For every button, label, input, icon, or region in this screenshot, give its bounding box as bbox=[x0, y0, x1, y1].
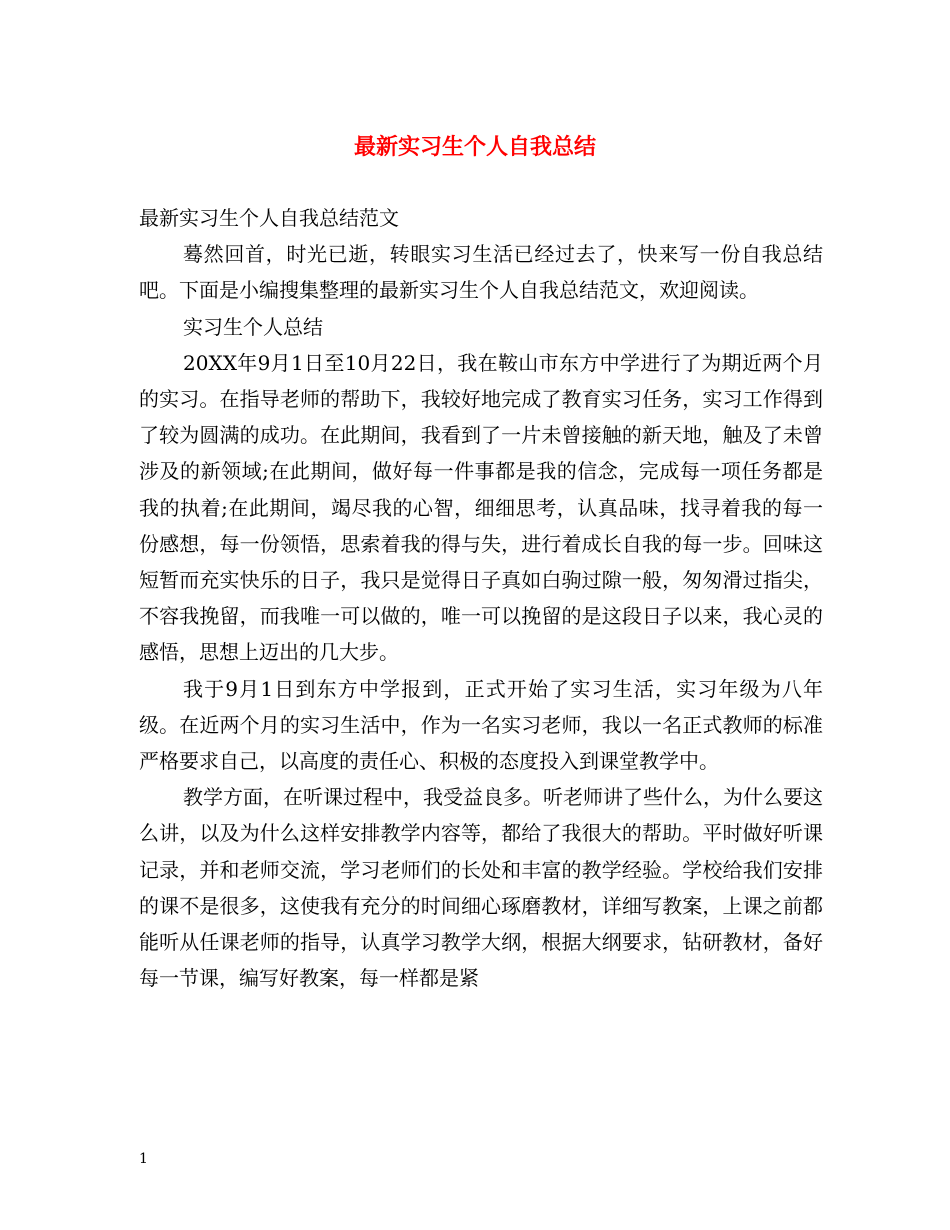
paragraph-intro: 蓦然回首，时光已逝，转眼实习生活已经过去了，快来写一份自我总结吧。下面是小编搜集整理的最新实习生个人自我总结范文，欢迎阅读。 bbox=[139, 242, 823, 303]
document-title: 最新实习生个人自我总结 bbox=[353, 134, 596, 160]
page-number: 1 bbox=[139, 1151, 148, 1167]
paragraph-internship-overview: 20XX年9月1日至10月22日，我在鞍山市东方中学进行了为期近两个月的实习。在指导老师的帮助下，我较好地完成了教育实习任务，实习工作得到了较为圆满的成功。在此期间，我看到了一片未曾接触的新天地，触及了未曾涉及的新领域;在此期间，做好每一件事都是我的信念，完成每一项任务都是我的执着;在此期间，竭尽我的心智，细细思考，认真品味，找寻着我的每一份感想，每一份领悟，思索着我的得与失，进行着成长自我的每一步。回味这短暂而充实快乐的日子，我只是觉得日子真如白驹过隙一般，匆匆滑过指尖，不容我挽留，而我唯一可以做的，唯一可以挽留的是这段日子以来，我心灵的感悟，思想上迈出的几大步。 bbox=[139, 350, 823, 665]
section-heading: 实习生个人总结 bbox=[183, 314, 323, 339]
paragraph-internship-start: 我于9月1日到东方中学报到，正式开始了实习生活，实习年级为八年级。在近两个月的实习生活中，作为一名实习老师，我以一名正式教师的标准严格要求自己，以高度的责任心、积极的态度投入到课堂教学中。 bbox=[139, 676, 823, 774]
paragraph-teaching: 教学方面，在听课过程中，我受益良多。听老师讲了些什么，为什么要这么讲，以及为什么这样安排教学内容等，都给了我很大的帮助。平时做好听课记录，并和老师交流，学习老师们的长处和丰富的教学经验。学校给我们安排的课不是很多，这使我有充分的时间细心琢磨教材，详细写教案，上课之前都能听从任课老师的指导，认真学习教学大纲，根据大纲要求，钻研教材，备好每一节课，编写好教案，每一样都是紧 bbox=[139, 785, 823, 991]
document-body bbox=[139, 200, 823, 996]
document-subtitle: 最新实习生个人自我总结范文 bbox=[139, 206, 399, 230]
